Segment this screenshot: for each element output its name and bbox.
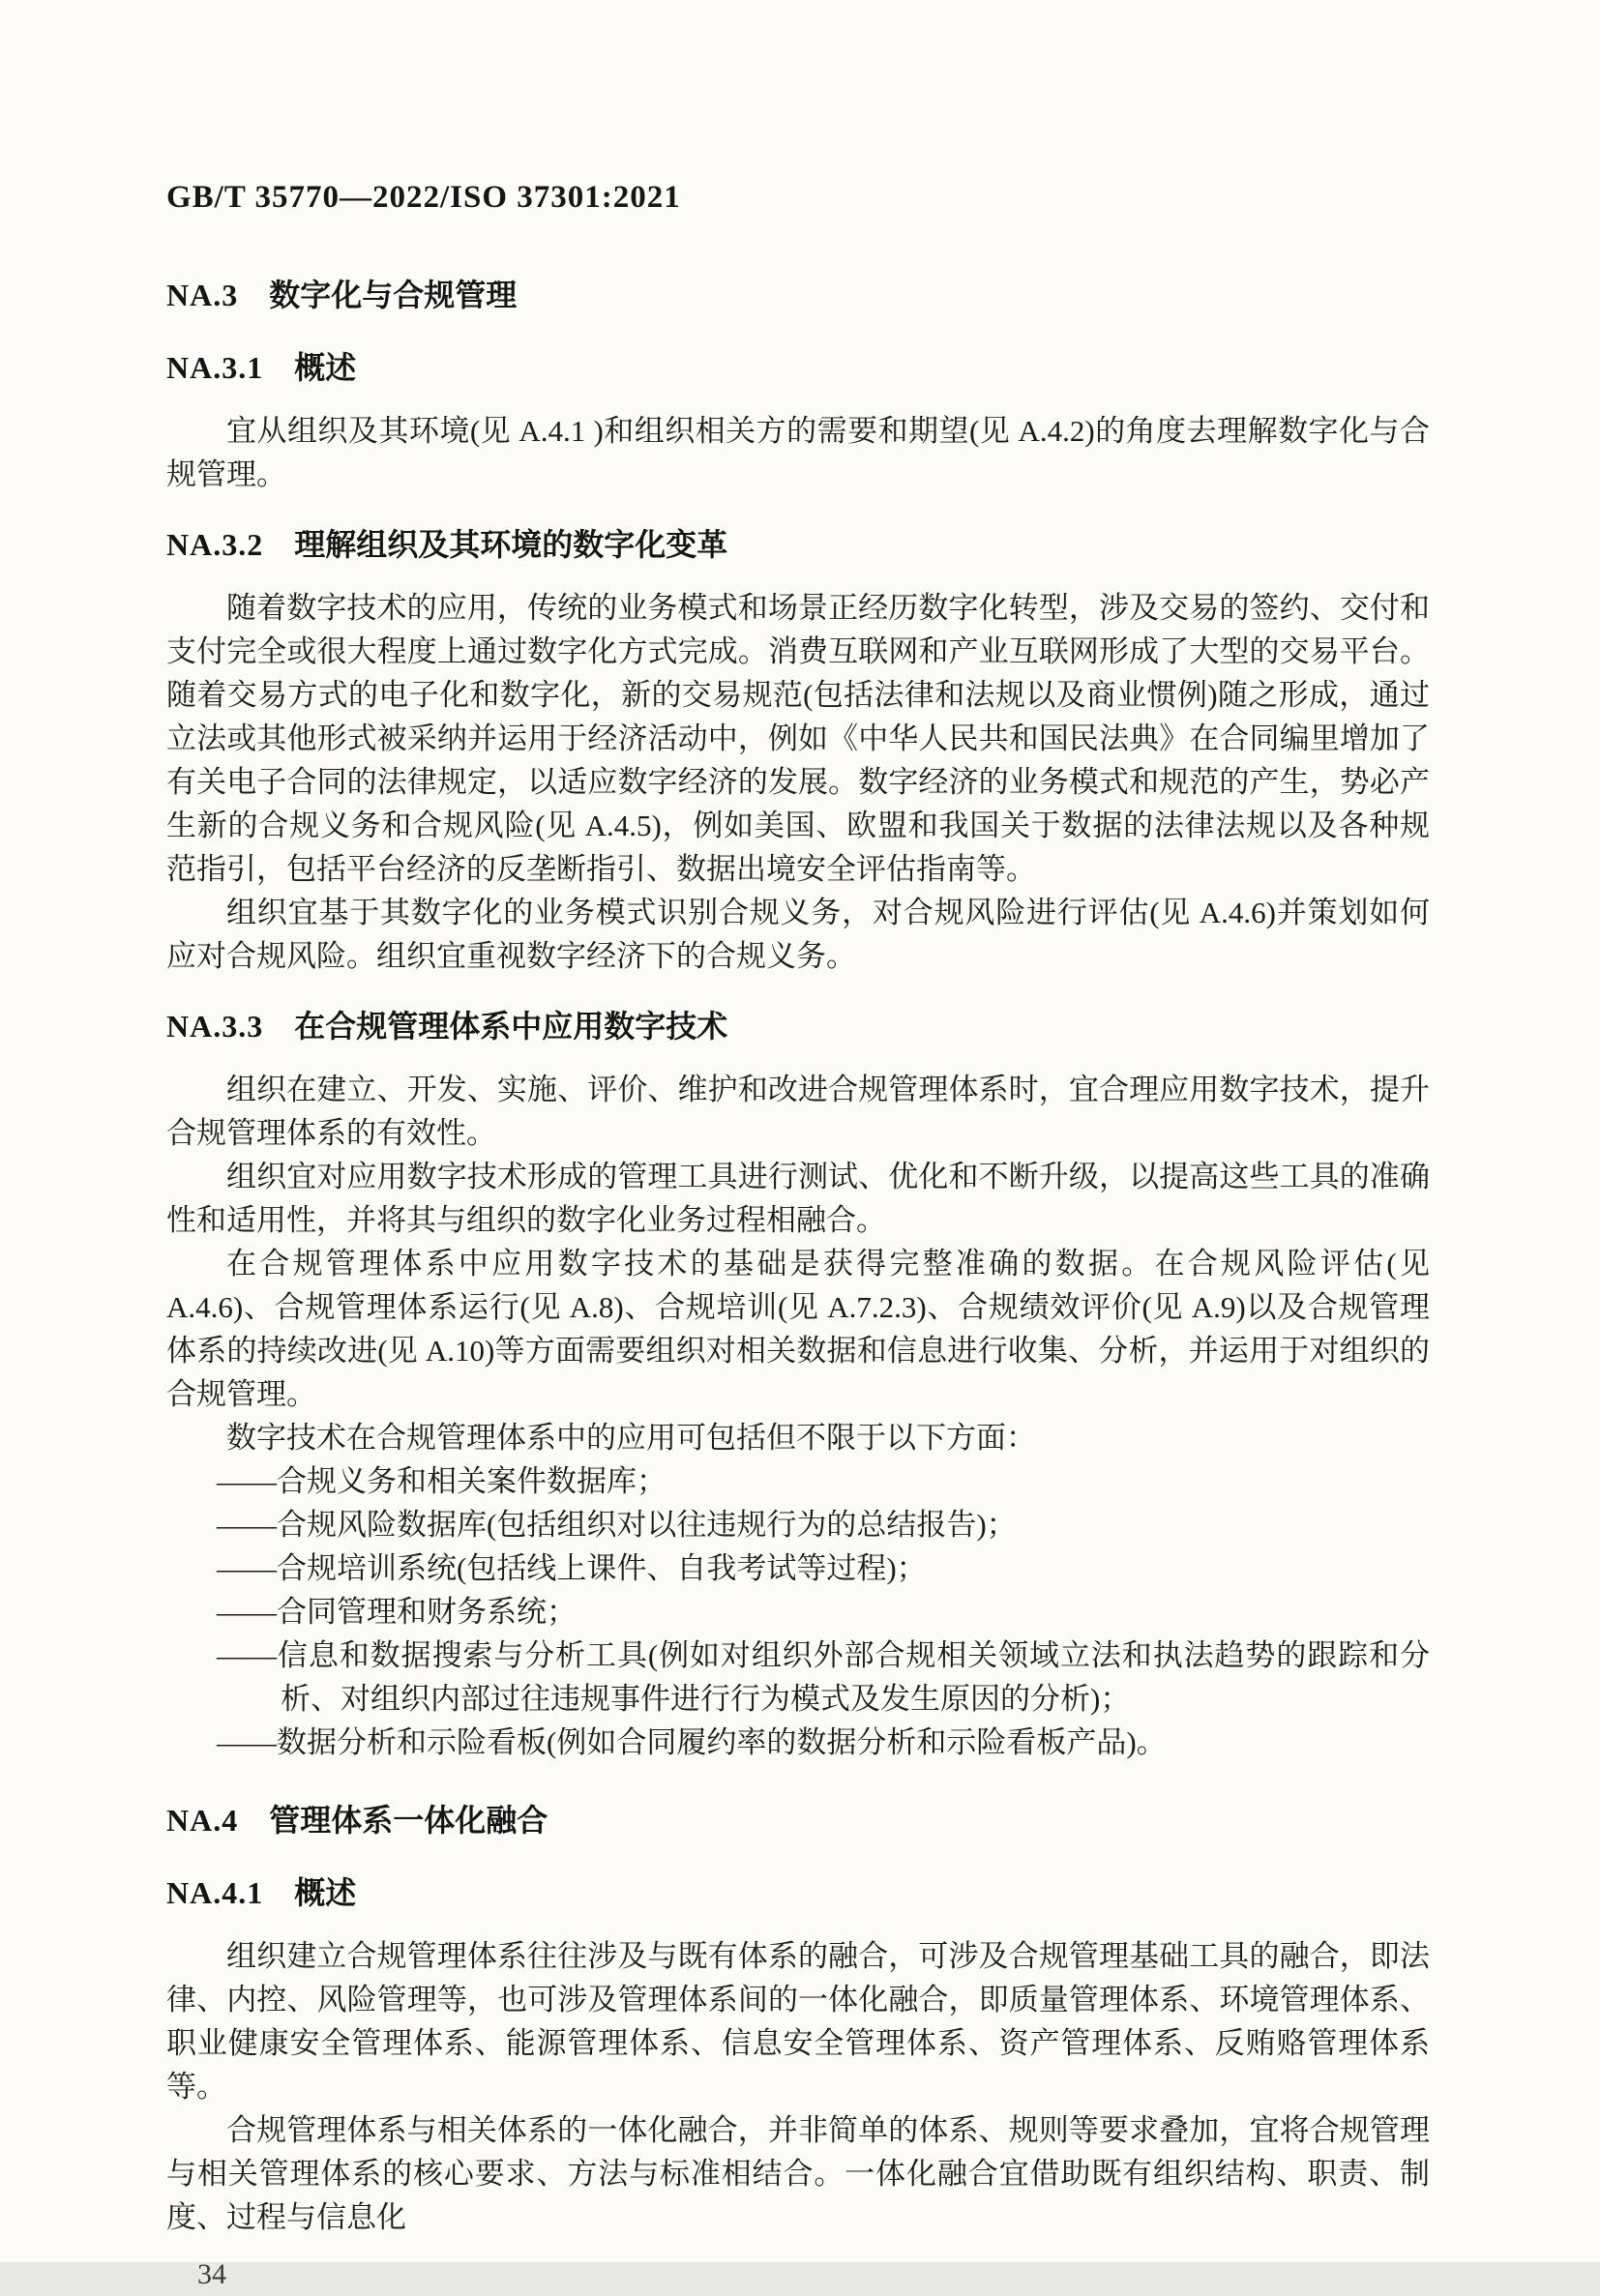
paragraph: 随着数字技术的应用，传统的业务模式和场景正经历数字化转型，涉及交易的签约、交付和支付完全或很大程度上通过数字化方式完成。消费互联网和产业互联网形成了大型的交易平台。随着交易方式的电子化和数字化，新的交易规范(包括法律和法规以及商业惯例)随之形成，通过立法或其他形式被采纳并运用于经济活动中，例如《中华人民共和国民法典》在合同编里增加了有关电子合同的法律规定，以适应数字经济的发展。数字经济的业务模式和规范的产生，势必产生新的合规义务和合规风险(见 A.4.5)，例如美国、欧盟和我国关于数据的法律法规以及各种规范指引，包括平台经济的反垄断指引、数据出境安全评估指南等。	[166, 591, 1430, 886]
list-item-dash: ——	[217, 1551, 277, 1585]
list-item-text: 信息和数据搜索与分析工具(例如对组织外部合规相关领域立法和执法趋势的跟踪和分析、对组织内部过往违规事件进行行为模式及发生原因的分析)；	[277, 1638, 1430, 1716]
paragraph: 组织在建立、开发、实施、评价、维护和改进合规管理体系时，宜合理应用数字技术，提升合规管理体系的有效性。	[166, 1073, 1430, 1150]
paragraph: 在合规管理体系中应用数字技术的基础是获得完整准确的数据。在合规风险评估(见 A.4.6)、合规管理体系运行(见 A.8)、合规培训(见 A.7.2.3)、合规绩效评价(见 A.9)以及合规管理体系的持续改进(见 A.10)等方面需要组织对相关数据和信息进行收集、分析，并运用于对组织的合规管理。	[166, 1247, 1430, 1411]
list-item	[166, 1459, 1430, 1503]
list-item-text: 数据分析和示险看板(例如合同履约率的数据分析和示险看板产品)。	[277, 1725, 1167, 1759]
list-item	[166, 1590, 1430, 1634]
list-item-dash: ——	[217, 1508, 277, 1542]
section-number: NA.3.3	[166, 1009, 264, 1044]
standard-code-header: GB/T 35770—2022/ISO 37301:2021	[166, 180, 681, 215]
subsection-heading	[166, 1871, 1430, 1915]
section-title: 管理体系一体化融合	[269, 1803, 548, 1838]
section-title: 概述	[294, 350, 357, 385]
paragraph: 组织宜对应用数字技术形成的管理工具进行测试、优化和不断升级，以提高这些工具的准确性和适用性，并将其与组织的数字化业务过程相融合。	[166, 1160, 1430, 1237]
section-heading	[166, 1799, 1430, 1842]
list-item	[166, 1721, 1430, 1764]
paragraph: 合规管理体系与相关体系的一体化融合，并非简单的体系、规则等要求叠加，宜将合规管理与相关管理体系的核心要求、方法与标准相结合。一体化融合宜借助既有组织结构、职责、制度、过程与信息化	[166, 2113, 1430, 2234]
section-number: NA.4.1	[166, 1875, 264, 1910]
list-item-dash: ——	[217, 1638, 277, 1672]
list-item-text: 合规风险数据库(包括组织对以往违规行为的总结报告)；	[277, 1508, 1017, 1542]
list-item-text: 合规义务和相关案件数据库；	[277, 1464, 667, 1498]
document-body	[166, 274, 1430, 2239]
subsection-heading	[166, 1005, 1430, 1048]
section-number: NA.3.1	[166, 350, 264, 385]
list-item-dash: ——	[217, 1725, 277, 1759]
section-title: 数字化与合规管理	[269, 278, 518, 312]
paragraph: 数字技术在合规管理体系中的应用可包括但不限于以下方面：	[226, 1421, 1036, 1455]
subsection-heading	[166, 523, 1430, 567]
list-item-text: 合规培训系统(包括线上课件、自我考试等过程)；	[277, 1551, 927, 1585]
section-title: 在合规管理体系中应用数字技术	[294, 1009, 728, 1044]
section-title: 理解组织及其环境的数字化变革	[294, 527, 728, 562]
list-item	[166, 1503, 1430, 1546]
subsection-heading	[166, 346, 1430, 390]
paragraph: 组织宜基于其数字化的业务模式识别合规义务，对合规风险进行评估(见 A.4.6)并策划如何应对合规风险。组织宜重视数字经济下的合规义务。	[166, 896, 1430, 973]
section-title: 概述	[294, 1875, 357, 1910]
list-item-dash: ——	[217, 1595, 277, 1629]
section-heading	[166, 274, 1430, 317]
list-item-dash: ——	[217, 1464, 277, 1498]
list-item	[166, 1546, 1430, 1590]
list-item-text: 合同管理和财务系统；	[277, 1595, 577, 1629]
paragraph: 组织建立合规管理体系往往涉及与既有体系的融合，可涉及合规管理基础工具的融合，即法律、内控、风险管理等，也可涉及管理体系间的一体化融合，即质量管理体系、环境管理体系、职业健康安全管理体系、能源管理体系、信息安全管理体系、资产管理体系、反贿赂管理体系等。	[166, 1939, 1430, 2104]
section-number: NA.4	[166, 1803, 239, 1838]
list-item	[166, 1634, 1430, 1721]
paragraph: 宜从组织及其环境(见 A.4.1 )和组织相关方的需要和期望(见 A.4.2)的角度去理解数字化与合规管理。	[166, 414, 1430, 491]
page-number: 34	[197, 2258, 226, 2290]
section-number: NA.3	[166, 278, 239, 312]
section-number: NA.3.2	[166, 527, 264, 562]
